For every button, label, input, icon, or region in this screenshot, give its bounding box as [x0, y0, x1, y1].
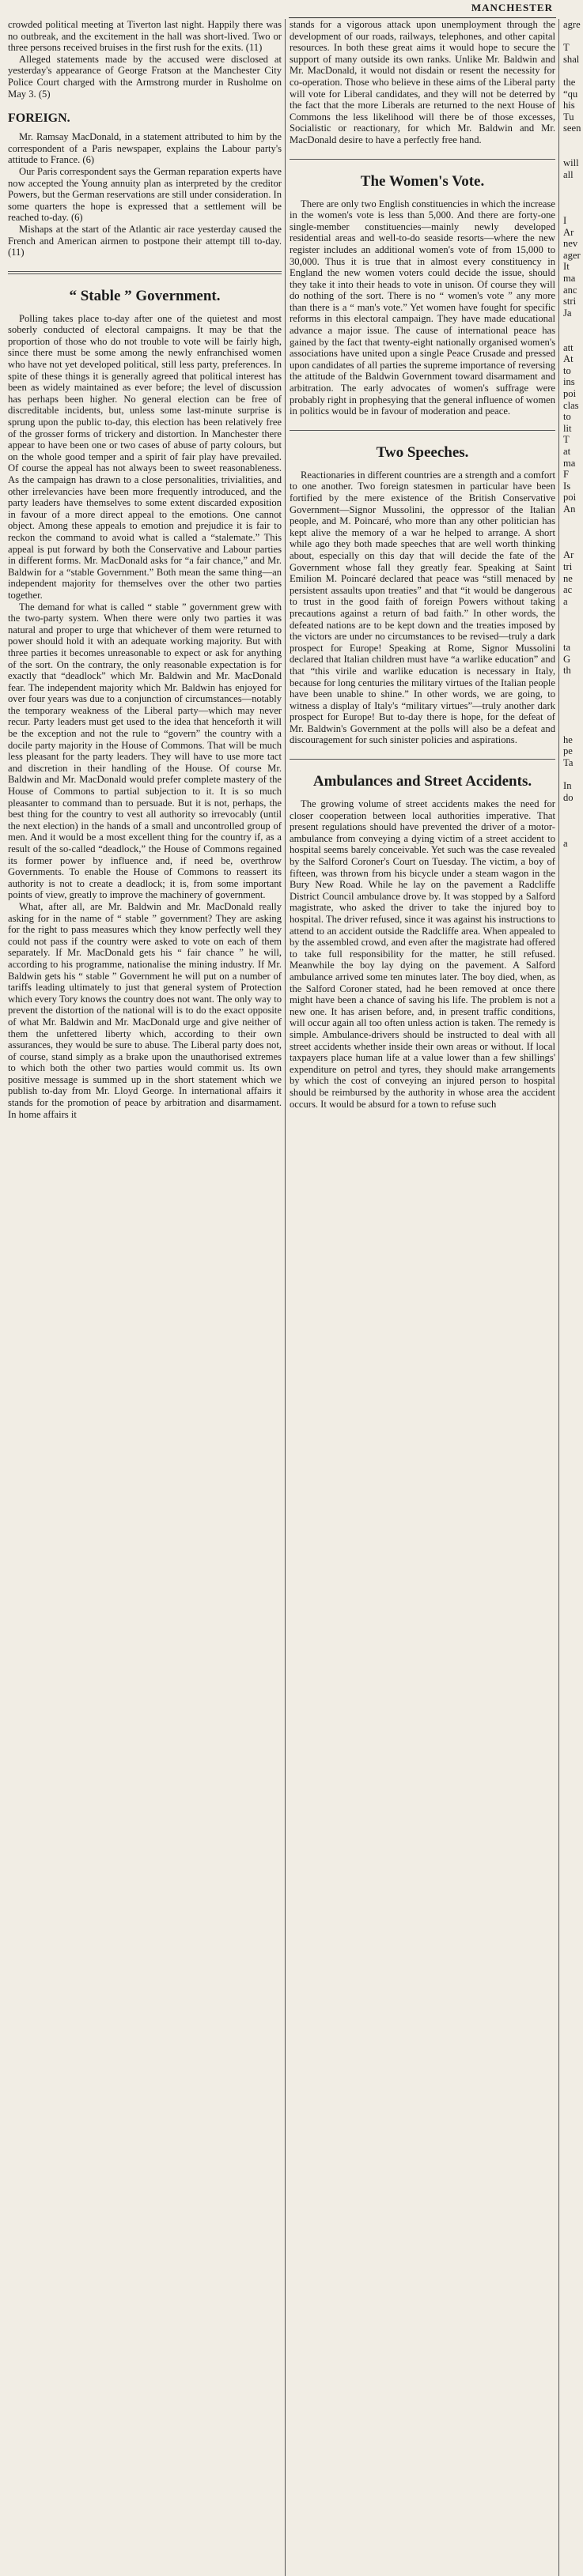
- edge-fragment: [563, 1957, 583, 1969]
- edge-fragment: to: [563, 411, 571, 423]
- edge-fragment: [563, 146, 583, 158]
- edge-fragment: [563, 1934, 583, 1946]
- edge-fragment: [563, 1368, 583, 1380]
- edge-fragment: [563, 1149, 583, 1161]
- foreign-paragraph-3: Mishaps at the start of the Atlantic air race yesterday caused the French and American airmen to postpone their attempt till to-day. (11): [8, 223, 282, 258]
- masthead: [0, 0, 583, 17]
- edge-fragment: all: [563, 168, 574, 180]
- foreign-paragraph-1: Mr. Ramsay MacDonald, in a statement attributed to him by the correspondent of a Paris newspaper, explains the Labour party's attitude to France. (6): [8, 131, 282, 166]
- edge-fragment: [563, 1853, 583, 1865]
- edge-fragment: [563, 1599, 583, 1611]
- edge-fragment: [563, 31, 583, 43]
- womens-vote-heading: The Women's Vote.: [360, 172, 485, 190]
- edge-fragment: [563, 1322, 583, 1334]
- stable-paragraph-2: The demand for what is called “ stable ” government grew with the two-party system. When there were only two parties it was natural and proper to urge that whichever of them were returned to power should hold it with an adequate working majority. But with three parties it becomes unreasonable to expect or ask for anything of the sort. On the contrary, the only reasonable expectation is for exactly that “deadlock” which Mr. Baldwin and Mr. MacDonald fear. The independent majority which Mr. Baldwin has enjoyed for over four years was due to a conjunction of circumstances—notably the temporary weakness of the Liberal party—which may never recur. Party leaders must get used to the idea that henceforth it will be the exception and not the rule to “govern” the country with a docile party majority in the House of Commons. That will be much less pleasant for the party leaders. They will have to use more tact and discretion in their handling of the House. Of course Mr. Baldwin and Mr. MacDonald would prefer complete mastery of the House of Commons to partial subjection to it. It is so much pleasanter to command than to persuade. But it is not, perhaps, the best thing for the country to vest all authority so irrevocably (until the next election) in the hands of a small and uncontrolled group of men. And it would be a most excellent thing for the country if, as a result of the so-called “deadlock,” the House of Commons regained its former power by influence and, if need be, overthrow Governments. To enable the House of Commons to reassert its authority is not to create a deadlock; it is, from some important points of view, greatly to improve the machinery of government.: [8, 601, 282, 901]
- edge-fragment: poi: [563, 388, 577, 399]
- edge-fragment: [563, 1265, 583, 1277]
- edge-fragment: [563, 827, 583, 839]
- edge-fragment: [563, 134, 583, 146]
- edge-fragment: [563, 1299, 583, 1311]
- edge-fragment: [563, 1795, 583, 1807]
- edge-fragment: [563, 1726, 583, 1738]
- edge-fragment: [563, 1830, 583, 1842]
- edge-fragment: [563, 942, 583, 954]
- masthead-band: [289, 0, 556, 18]
- edge-fragment: ne: [563, 572, 573, 584]
- edge-fragment: ma: [563, 457, 576, 469]
- edge-fragment: F: [563, 469, 570, 481]
- edge-fragment: [563, 1819, 583, 1831]
- edge-fragment: [563, 1345, 583, 1357]
- edge-fragment: seen: [563, 123, 581, 134]
- edge-fragment: [563, 988, 583, 1000]
- edge-fragment: [563, 1069, 583, 1081]
- edge-fragment: G: [563, 653, 571, 665]
- section-divider: [8, 271, 282, 274]
- edge-fragment: Is: [563, 480, 571, 492]
- foreign-heading: FOREIGN.: [8, 111, 70, 126]
- edge-fragment: Ta: [563, 757, 574, 768]
- edge-fragment: [563, 65, 583, 77]
- column-middle: [290, 19, 555, 2576]
- womens-vote-paragraph: There are only two English constituencies in which the increase in the women's vote is less than 5,000. And there are forty-one single-member constituencies—mainly newly developed residential areas and well-to-do seaside resorts—where the new register includes an additional women's vote of from 15,000 to 30,000. Thus it is true that in almost every constituency in England the new women voters could decide the issue, should they take it into their heads to vote in unison. Of course they will do nothing of the sort. There is no “ women's vote ” any more than there is a “ man's vote.” Yet women have fought for specific reforms in this electoral campaign. They have made educational advance a major issue. The cause of international peace has gained by the fact that twenty-eight nationally organised women's associations have united upon a single Peace Crusade and pressed upon candidates of all parties the supreme importance of reversing the attitude of the Baldwin Government toward disarmament and arbitration. The early advocates of women's suffrage were probably right in prophesying that the general influence of women in politics would be in favour of moderation and peace.: [290, 198, 555, 417]
- edge-fragment: An: [563, 503, 576, 515]
- edge-fragment: [563, 1888, 583, 1899]
- edge-fragment: [563, 2084, 583, 2095]
- edge-fragment: [563, 180, 583, 192]
- edge-fragment: [563, 1945, 583, 1957]
- masthead-title: MANCHESTER: [471, 2, 553, 13]
- edge-fragment: In: [563, 780, 572, 792]
- edge-fragment: [563, 538, 583, 550]
- edge-fragment: [563, 1242, 583, 1254]
- section-divider: [290, 159, 555, 160]
- edge-fragment: [563, 1081, 583, 1092]
- edge-fragment: [563, 953, 583, 965]
- edge-fragment: [563, 1657, 583, 1669]
- edge-fragment: [563, 722, 583, 734]
- edge-fragment: poi: [563, 492, 577, 504]
- edge-fragment: [563, 1103, 583, 1115]
- edge-fragment: ma: [563, 273, 576, 285]
- edge-fragment: [563, 1254, 583, 1265]
- edge-fragment: [563, 1426, 583, 1438]
- edge-fragment: [563, 2003, 583, 2015]
- column-right-cropped: [563, 19, 583, 2576]
- edge-fragment: [563, 515, 583, 527]
- edge-fragment: he: [563, 734, 573, 745]
- section-divider: [290, 430, 555, 431]
- edge-fragment: It: [563, 261, 570, 273]
- edge-fragment: clas: [563, 399, 579, 411]
- edge-fragment: a: [563, 838, 568, 850]
- edge-fragment: [563, 1899, 583, 1911]
- edge-fragment: [563, 2050, 583, 2061]
- edge-fragment: [563, 1473, 583, 1484]
- edge-fragment: [563, 1922, 583, 1934]
- edge-fragment: [563, 769, 583, 781]
- edge-fragment: [563, 1565, 583, 1577]
- edge-fragment: ager: [563, 249, 581, 261]
- edge-fragment: [563, 2061, 583, 2072]
- stable-government-heading: “ Stable ” Government.: [69, 287, 221, 304]
- column-rule-1: [285, 19, 286, 2576]
- foreign-paragraph-2: Our Paris correspondent says the German reparation experts have now accepted the Young annuity plan as interpreted by the creditor Powers, but the German reservations are still under consideration. In some quarters the hope is expressed that a settlement will be reached to-day. (6): [8, 165, 282, 224]
- edge-fragment: [563, 1357, 583, 1369]
- edge-fragment: [563, 803, 583, 815]
- edge-fragment: [563, 873, 583, 884]
- edge-fragment: [563, 1761, 583, 1773]
- edge-fragment: [563, 1807, 583, 1819]
- column-rule-2: [558, 19, 559, 2576]
- edge-fragment: [563, 1992, 583, 2004]
- edge-fragment: [563, 1611, 583, 1623]
- edge-fragment: shal: [563, 53, 580, 65]
- edge-fragment: Ar: [563, 549, 574, 561]
- edge-fragment: [563, 1023, 583, 1035]
- col2-intro-paragraph: stands for a vigorous attack upon unemployment through the development of our roads, railways, telephones, and other capital resources. In both these great aims it would hope to secure the support of many outside its own ranks. Unlike Mr. Baldwin and Mr. MacDonald, it would not disdain or resent the necessity for co-operation. Those who believe in these aims of the Liberal party will vote for Liberal candidates, and they will not be deterred by the fact that the more Liberals are returned to the next House of Commons the less likelihood will there be of those excesses, Socialistic or reactionary, for which Mr. Baldwin and Mr. MacDonald desire to have a perfectly free hand.: [290, 19, 555, 145]
- edge-fragment: [563, 1749, 583, 1761]
- edge-fragment: [563, 884, 583, 896]
- edge-fragment: [563, 1646, 583, 1658]
- edge-fragment: [563, 815, 583, 827]
- edge-fragment: [563, 1576, 583, 1588]
- edge-fragment: T: [563, 434, 570, 446]
- edge-fragment: [563, 2026, 583, 2038]
- edge-fragment: “qu: [563, 88, 578, 100]
- edge-fragment: [563, 1530, 583, 1542]
- edge-fragment: [563, 192, 583, 204]
- edge-fragment: [563, 1669, 583, 1680]
- edge-fragment: ta: [563, 642, 571, 654]
- edge-fragment: [563, 330, 583, 342]
- edge-fragment: anc: [563, 284, 577, 296]
- edge-fragment: [563, 1876, 583, 1888]
- edge-fragment: the: [563, 76, 576, 88]
- edge-fragment: [563, 896, 583, 907]
- edge-fragment: [563, 1680, 583, 1692]
- edge-fragment: [563, 1842, 583, 1854]
- edge-fragment: [563, 1541, 583, 1553]
- edge-fragment: [563, 1011, 583, 1023]
- edge-fragment: [563, 1172, 583, 1184]
- edge-fragment: [563, 1865, 583, 1876]
- edge-fragment: [563, 1714, 583, 1726]
- edge-fragment: [563, 1588, 583, 1600]
- two-speeches-paragraph: Reactionaries in different countries are a strength and a comfort to one another. Two foreign statesmen in particular have been fortified by the mere existence of the British Conservative Government—Signor Mussolini, the oppressor of the Italian people, and M. Poincaré, who more than any other politician has kept alive the memory of a war he helped to arrange. A short while ago they both made speeches that are well worth thinking about, especially on this day that will decide the fate of the Government whose fall they greatly fear. Speaking at Saint Emilion M. Poincaré declared that peace was “still menaced by persistent assaults upon treaties” and that “it would be dangerous to trust in the good faith of foreign Powers without taking precautions against a return of bad faith.” In other words, the defeated nations are to be kept down and the treaties imposed by the victors are under no circumstances to be revised—truly a dark prospect for Europe! Speaking at Rome, Signor Mussolini declared that Italian children must have “a warlike education” and that “this virile and warlike education is necessary in Italy, because for long centuries the military virtues of the Italian people have been unable to shine.” In other words, we are going, to witness a display of Italy's “military virtues”—truly another dark prospect for Europe! But to-day there is hope, for the defeat of Mr. Baldwin's Government at the polls will also be a defeat and discouragement for such sinister policies and aspirations.: [290, 469, 555, 746]
- edge-fragment: a: [563, 595, 568, 607]
- edge-fragment: [563, 1507, 583, 1519]
- edge-fragment: his: [563, 100, 575, 111]
- edge-fragment: [563, 526, 583, 538]
- edge-fragment: Ar: [563, 226, 574, 238]
- ambulances-heading: Ambulances and Street Accidents.: [312, 773, 532, 790]
- ambulances-paragraph: The growing volume of street accidents makes the need for closer cooperation between local authorities imperative. That present regulations should have prevented the driver of a motor-ambulance from conveying a dying victim of a street accident to hospital seems barely conceivable. Yet such was the case revealed by the Salford Coroner's Court on Tuesday. The victim, a boy of fifteen, was thrown from his bicycle under a steam wagon in the Bury New Road. While he lay on the pavement a Radcliffe District Council ambulance drove by. It was stopped by a Salford magistrate, who asked the driver to take the injured boy to hospital. The driver refused, since it was against his instructions to attend to an accident outside the Radcliffe area. When appealed to by the assembled crowd, and even after the magistrate had offered to take full responsibility for the matter, he still refused. Meanwhile the boy lay dying on the pavement. A Salford ambulance arrived some ten minutes later. The boy died, when, as the Salford Coroner stated, had he been removed at once there might have been a chance of saving his life. The problem is not a new one. It has arisen before, and, in present traffic conditions, will occur again all too often unless action is taken. The remedy is simple. Ambulance-drivers should be instructed to deal with all street accidents whether inside their own areas or without. If local taxpayers place human life at a value lower than a few shillings' expenditure on petrol and tyres, they should make arrangements by which the cost of conveying an injured person to hospital should be reimbursed by the authority in whose area the accident occurs. It would be absurd for a town to refuse such: [290, 798, 555, 1110]
- edge-fragment: [563, 1219, 583, 1231]
- edge-fragment: [563, 1277, 583, 1288]
- edge-fragment: [563, 688, 583, 700]
- edge-fragment: [563, 850, 583, 862]
- edge-fragment: [563, 711, 583, 723]
- edge-fragment: th: [563, 665, 571, 677]
- edge-fragment: ins: [563, 376, 575, 388]
- edge-fragment: ac: [563, 584, 573, 596]
- edge-fragment: [563, 1196, 583, 1208]
- stable-paragraph-3: What, after all, are Mr. Baldwin and Mr. MacDonald really asking for in the name of “ stable ” government? They are asking for the right to pass measures which they know perfectly well they could not pass if the country were asked to vote on each of them separately. If Mr. MacDonald gets his “ fair chance ” he will, according to his programme, nationalise the mining industry. If Mr. Baldwin gets his “ stable ” Government he will put on a number of tariffs leading ultimately to just that general system of Protection which every Tory knows the country does not want. The only way to prevent the distortion of the national will is to do the exact opposite of what Mr. Baldwin and Mr. MacDonald urge and give neither of them the unfettered liberty which, according to their own assurances, they would be sure to abuse. The Liberal party does not, of course, stand simply as a brake upon the unauthorised extremes to which both the other two parties would commit us. Its own positive message is summed up in the short statement which we publish to-day from Mr. Lloyd George. In international affairs it stands for the promotion of peace by arbitration and disarmament. In home affairs it: [8, 900, 282, 1120]
- edge-fragment: [563, 1910, 583, 1922]
- edge-fragment: [563, 1553, 583, 1565]
- edge-fragment: [563, 1092, 583, 1103]
- edge-fragment: to: [563, 364, 571, 376]
- edge-fragment: [563, 1184, 583, 1196]
- intro-paragraph-1: crowded political meeting at Tiverton last night. Happily there was no outbreak, and the excitement in the hall was short-lived. Two or three persons received bruises in the first rush for the exits. (11): [8, 19, 282, 54]
- edge-fragment: [563, 204, 583, 216]
- edge-fragment: [563, 2072, 583, 2084]
- edge-fragment: [563, 1288, 583, 1299]
- edge-fragment: [563, 677, 583, 688]
- edge-fragment: att: [563, 341, 574, 353]
- edge-fragment: [563, 1484, 583, 1495]
- edge-fragment: [563, 1334, 583, 1346]
- edge-fragment: tri: [563, 560, 573, 572]
- edge-fragment: [563, 1057, 583, 1069]
- edge-fragment: [563, 1392, 583, 1404]
- edge-fragment: [563, 1438, 583, 1450]
- edge-fragment: will: [563, 157, 579, 169]
- edge-fragment: [563, 1623, 583, 1635]
- edge-fragment: [563, 1518, 583, 1530]
- edge-fragment: [563, 1403, 583, 1415]
- edge-fragment: [563, 976, 583, 988]
- edge-fragment: [563, 1784, 583, 1796]
- edge-fragment: [563, 2106, 583, 2118]
- edge-fragment: [563, 1138, 583, 1150]
- edge-fragment: [563, 700, 583, 711]
- edge-fragment: [563, 1980, 583, 1992]
- edge-fragment: [563, 319, 583, 330]
- edge-fragment: [563, 1380, 583, 1392]
- edge-fragment: [563, 2095, 583, 2107]
- edge-fragment: [563, 619, 583, 631]
- edge-fragment: [563, 2015, 583, 2027]
- edge-fragment: I: [563, 215, 567, 227]
- edge-fragment: [563, 1968, 583, 1980]
- edge-fragment: Ja: [563, 307, 572, 319]
- edge-fragment: T: [563, 42, 570, 54]
- edge-fragment: nev: [563, 238, 578, 250]
- stable-paragraph-1: Polling takes place to-day after one of the quietest and most soberly conducted of electoral campaigns. It may be that the proportion of those who do not trouble to vote will be fairly high, since there must be some among the newly enfranchised women who have not yet developed political, still less party, preferences. In spite of these things it is generally agreed that political interest has been as widely maintained as ever before; the level of discussion has perhaps been higher. No general election can be free of discreditable incidents, but, unless some last-minute surprise is sprung upon the public to-day, this election has been relatively free of the grosser forms of trickery and distortion. In Manchester there appear to have been one or two cases of abuse of party colours, but on the whole good temper and a spirit of fair play have prevailed. Of course the appeal has not always been to sweet reasonableness. As the campaign has drawn to a close personalities, trivialities, and other irrelevancies have been more frequently introduced, and the party leaders have themselves to some extent discarded exposition in favour of a more direct appeal to the emotions. One cannot object. Among these appeals to emotion and prejudice it is fair to reckon the command to avoid what is called a “stalemate.” This appeal is put forward by both the Conservative and Labour parties in different forms. Mr. MacDonald asks for “a fair chance,” and Mr. Baldwin for a “stable Government.” Both mean the same thing—an independent majority for themselves over the other two parties together.: [8, 312, 282, 601]
- edge-fragment: [563, 1703, 583, 1715]
- edge-fragment: [563, 907, 583, 919]
- edge-fragment: at: [563, 445, 571, 457]
- edge-fragment: do: [563, 791, 574, 803]
- intro-paragraph-2: Alleged statements made by the accused were disclosed at yesterday's appearance of George Fratson at the Manchester City Police Court charged with the Armstrong murder in Rusholme on May 3. (5): [8, 53, 282, 100]
- edge-fragment: [563, 1046, 583, 1058]
- edge-fragment: [563, 861, 583, 873]
- edge-fragment: [563, 1034, 583, 1046]
- edge-fragment: At: [563, 353, 574, 365]
- section-divider: [290, 759, 555, 760]
- edge-fragment: [563, 1230, 583, 1242]
- edge-fragment: [563, 1415, 583, 1427]
- edge-fragment: pe: [563, 745, 573, 757]
- edge-fragment: [563, 999, 583, 1011]
- edge-fragment: [563, 1461, 583, 1473]
- edge-fragment: [563, 1126, 583, 1138]
- edge-fragment: lit: [563, 422, 572, 434]
- edge-fragment: [563, 965, 583, 977]
- edge-fragment: [563, 630, 583, 642]
- edge-fragment: [563, 1207, 583, 1219]
- edge-fragment: [563, 1772, 583, 1784]
- edge-fragment: [563, 2038, 583, 2050]
- edge-fragment: [563, 930, 583, 942]
- edge-fragment: [563, 918, 583, 930]
- column-left: [8, 19, 282, 2576]
- edge-fragment: [563, 1634, 583, 1646]
- edge-fragment: Tu: [563, 111, 574, 123]
- edge-fragment: [563, 1737, 583, 1749]
- edge-fragment: [563, 1495, 583, 1507]
- edge-fragment: [563, 1115, 583, 1126]
- edge-fragment: agre: [563, 19, 581, 30]
- edge-fragment: [563, 1161, 583, 1173]
- two-speeches-heading: Two Speeches.: [376, 443, 469, 461]
- edge-fragment: [563, 607, 583, 619]
- edge-fragment: [563, 1692, 583, 1703]
- edge-fragment: stri: [563, 296, 577, 307]
- edge-fragment: [563, 1450, 583, 1461]
- edge-fragment: [563, 1311, 583, 1323]
